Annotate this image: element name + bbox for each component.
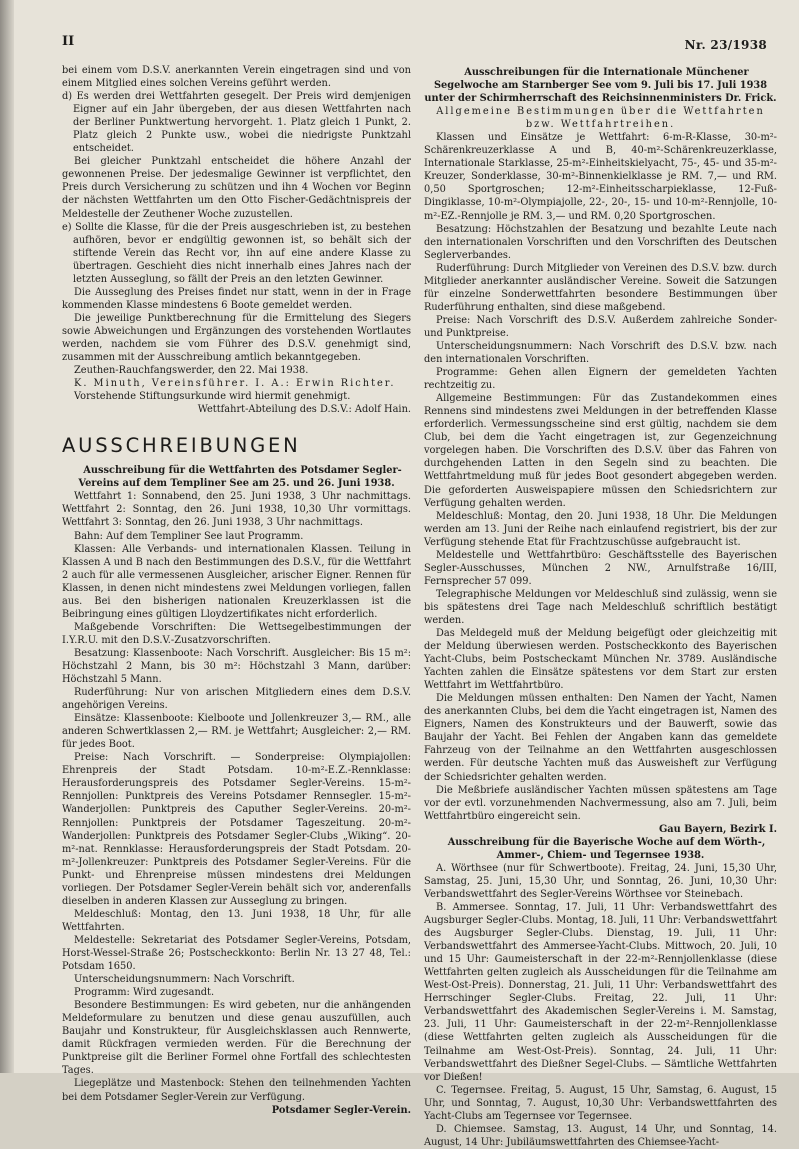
paragraph: Preise: Nach Vorschrift des D.S.V. Außerdem zahlreiche Sonder- und Punktpreise.	[424, 314, 777, 339]
article-title: Ausschreibung für die Wettfahrten des Potsdamer Segler-Vereins auf dem Templiner See am 25. und 26. Juni 1938.	[78, 465, 402, 490]
paragraph: Ruderführung: Nur von arischen Mitgliedern eines dem D.S.V. angehörigen Vereins.	[62, 687, 411, 712]
paragraph: Unterscheidungsnummern: Nach Vorschrift.	[74, 974, 295, 986]
article-title: Ausschreibung für die Bayerische Woche auf dem Wörth-, Ammer-, Chiem- und Tegernsee 1938.	[447, 836, 766, 861]
paragraph: Bahn: Auf dem Templiner See laut Programm.	[74, 530, 304, 542]
paragraph: Meldeschluß: Montag, den 13. Juni 1938, 18 Uhr, für alle Wettfahrten.	[62, 908, 411, 933]
paragraph: Besondere Bestimmungen: Es wird gebeten, nur die anhängenden Meldeformulare zu benutzen und diese genau auszufüllen, auch Baujahr und Konstrukteur, für Ausgleichsklassen auch Rennwerte, damit Rückfragen vermieden werden. Für die Berechnung der Punktpreise gilt die Berliner Formel ohne Fortfall des schlechtesten Tages.	[62, 1000, 411, 1077]
paragraph: Unterscheidungsnummern: Nach Vorschrift des D.S.V. bzw. nach den internationalen Vorschriften.	[424, 340, 777, 366]
paragraph: Liegeplätze und Mastenbock: Stehen den teilnehmenden Yachten bei dem Potsdamer Segler-Verein zur Verfügung.	[62, 1078, 411, 1103]
article-signature: Gau Bayern, Bezirk I.	[658, 823, 777, 835]
paragraph: Ruderführung: Durch Mitglieder von Vereinen des D.S.V. bzw. durch Mitglieder anerkannter ausländischer Vereine. Soweit die Satzungen für einzelne Sonderwettfahrten besondere Bestimmungen über Ruderführung enthalten, sind diese maßgebend.	[424, 262, 777, 313]
paragraph: C. Tegernsee. Freitag, 5. August, 15 Uhr, Samstag, 6. August, 15 Uhr, und Sonntag, 7. August, 10,30 Uhr: Verbandswettfahrten des Yacht-Clubs am Tegernsee vor Tegernsee.	[424, 1084, 777, 1122]
paragraph: Zeuthen-Rauchfangswerder, den 22. Mai 1938.	[74, 365, 309, 377]
paragraph: Telegraphische Meldungen vor Meldeschluß sind zulässig, wenn sie bis spätestens drei Tage nach Meldeschluß schriftlich bestätigt werden.	[424, 588, 777, 626]
approval-signature: Wettfahrt-Abteilung des D.S.V.: Adolf Hain.	[197, 404, 411, 416]
paragraph: Besatzung: Höchstzahlen der Besatzung und bezahlte Leute nach den internationalen Vorschriften und den Vorschriften des Deutschen Seglerverbandes.	[424, 223, 777, 261]
paragraph: Bei gleicher Punktzahl entscheidet die höhere Anzahl der gewonnenen Preise. Der jedesmalige Gewinner ist verpflichtet, den Preis durch Versicherung zu schützen und ihn 4 Wochen vor Beginn der nächsten Wettfahrten um den Otto Fischer-Gedächtnispreis der Meldestelle der Zeuthener Woche zuzustellen.	[62, 156, 411, 220]
paragraph: B. Ammersee. Sonntag, 17. Juli, 11 Uhr: Verbandswettfahrt des Augsburger Segler-Clubs. Montag, 18. Juli, 11 Uhr: Verbandswettfahrt des Augsburger Segler-Clubs. Dienstag, 19. Juli, 11 Uhr: Verbandswettfahrt des Ammersee-Yacht-Clubs. Mittwoch, 20. Juli, 10 und 15 Uhr: Gaumeisterschaft in der 22-m²-Rennjollenklasse (diese Wettfahrten gelten zugleich als Ausscheidungen für die Teilnahme am West-Ost-Preis). Donnerstag, 21. Juli, 11 Uhr: Verbandswettfahrt des Herrschinger Segler-Clubs. Freitag, 22. Juli, 11 Uhr: Verbandswettfahrt des Akademischen Segler-Vereins i. M. Samstag, 23. Juli, 11 Uhr: Gaumeisterschaft in der 22-m²-Rennjollenklasse (diese Wettfahrten gelten zugleich als Ausscheidungen für die Teilnahme am West-Ost-Preis). Sonntag, 24. Juli, 11 Uhr: Verbandswettfahrt des Dießner Segel-Clubs. — Sämtliche Wettfahrten vor Dießen!	[424, 902, 777, 1083]
paragraph: Meldestelle: Sekretariat des Potsdamer Segler-Vereins, Potsdam, Horst-Wessel-Straße 26; Postscheckkonto: Berlin Nr. 13 27 48, Tel.: Potsdam 1650.	[62, 934, 411, 973]
paragraph: A. Wörthsee (nur für Schwertboote). Freitag, 24. Juni, 15,30 Uhr, Samstag, 25. Juni, 15,30 Uhr, und Sonntag, 26. Juni, 10,30 Uhr: Verbandswettfahrt des Segler-Vereins Wörthsee vor Steinebach.	[424, 862, 777, 900]
approval-note: Vorstehende Stiftungsurkunde wird hiermit genehmigt.	[74, 391, 351, 403]
paragraph: Die jeweilige Punktberechnung für die Ermittelung des Siegers sowie Abweichungen und Ergänzungen des vorstehenden Wortlautes werden, nachdem sie vom Führer des D.S.V. genehmigt sind, zusammen mit der Ausschreibung amtlich bekanntgegeben.	[62, 312, 411, 364]
subheading: Allgemeine Bestimmungen über die Wettfahrten bzw. Wettfahrtreihen.	[436, 106, 765, 131]
paragraph: Die Ausseglung des Preises findet nur statt, wenn in der in Frage kommenden Klasse mindestens 6 Boote gemeldet werden.	[62, 286, 411, 311]
page-number: II	[62, 34, 75, 49]
signature: K. Minuth, Vereinsführer. I. A.: Erwin Richter.	[74, 378, 396, 390]
paragraph: Meldeschluß: Montag, den 20. Juni 1938, 18 Uhr. Die Meldungen werden am 13. Juni der Reihe nach einlaufend registriert, bis der zur Verfügung stehende Etat für Frachtzuschüsse aufgebraucht ist.	[424, 510, 777, 548]
paragraph: Meldestelle und Wettfahrtbüro: Geschäftsstelle des Bayerischen Segler-Ausschusses, München 2 NW., Arnulfstraße 16/III, Fernsprecher 57 099.	[424, 549, 777, 587]
paragraph: Die Meldungen müssen enthalten: Den Namen der Yacht, Namen des anerkannten Clubs, bei dem die Yacht eingetragen ist, Namen des Eigners, Namen des Konstrukteurs und der Bauwerft, sowie das Baujahr der Yacht. Bei Fehlen der Angaben kann das gemeldete Fahrzeug von der Teilnahme an den Wettfahrten ausgeschlossen werden. Für deutsche Yachten muß das Ausweisheft zur Verfügung der Schiedsrichter gehalten werden.	[424, 693, 777, 783]
paragraph: Die Meßbriefe ausländischer Yachten müssen spätestens am Tage vor der evtl. vorzunehmenden Nachvermessung, also am 7. Juli, beim Wettfahrtbüro eingereicht sein.	[424, 784, 777, 822]
paragraph: D. Chiemsee. Samstag, 13. August, 14 Uhr, und Sonntag, 14. August, 14 Uhr: Jubiläumswettfahrten des Chiemsee-Yacht-	[424, 1123, 777, 1148]
paragraph: Wettfahrt 1: Sonnabend, den 25. Juni 1938, 3 Uhr nachmittags. Wettfahrt 2: Sonntag, den 26. Juni 1938, 10,30 Uhr vormittags. Wettfahrt 3: Sonntag, den 26. Juni 1938, 3 Uhr nachmittags.	[62, 491, 411, 529]
paragraph: Klassen: Alle Verbands- und internationalen Klassen. Teilung in Klassen A und B nach den Bestimmungen des D.S.V., für die Wettfahrt 2 auch für alle vermessenen Ausgleicher, arischer Eigner. Rennen für Klassen, in denen nicht mindestens zwei Meldungen vorliegen, fallen aus. Bei den bisherigen nationalen Kreuzerklassen ist die Beibringung eines gültigen Lloydzertifikates nicht erforderlich.	[62, 543, 411, 620]
paragraph: Besatzung: Klassenboote: Nach Vorschrift. Ausgleicher: Bis 15 m²: Höchstzahl 2 Mann, bis 30 m²: Höchstzahl 3 Mann, darüber: Höchstzahl 5 Mann.	[62, 647, 411, 686]
paragraph: Das Meldegeld muß der Meldung beigefügt oder gleichzeitig mit der Meldung überwiesen werden. Postscheckkonto des Bayerischen Yacht-Clubs, beim Postscheckamt München Nr. 3789. Ausländische Yachten zahlen die Einsätze spätestens vor dem Start zur ersten Wettfahrt im Wettfahrtbüro.	[424, 628, 777, 692]
paragraph: Allgemeine Bestimmungen: Für das Zustandekommen eines Rennens sind mindestens zwei Meldungen in der betreffenden Klasse erforderlich. Vermessungsscheine sind erst gültig, nachdem sie dem Club, bei dem die Yacht eingetragen ist, zur Gegenzeichnung vorgelegen haben. Die Vorschriften des D.S.V. über das Fahren von durchgehenden Latten in den Segeln sind zu beachten. Die Wettfahrtmeldung muß für jedes Boot gesondert abgegeben werden. Die geforderten Ausweispapiere müssen den Schiedsrichtern zur Verfügung gehalten werden.	[424, 393, 777, 509]
left-column	[62, 64, 411, 1117]
paragraph: Programme: Gehen allen Eignern der gemeldeten Yachten rechtzeitig zu.	[424, 367, 777, 392]
right-column	[424, 66, 777, 1149]
paragraph: Preise: Nach Vorschrift. — Sonderpreise: Olympiajollen: Ehrenpreis der Stadt Potsdam. 10-m²-E.Z.-Rennklasse: Herausforderungspreis des Potsdamer Segler-Vereins. 15-m²-Rennjollen: Punktpreis des Vereins Potsdamer Rennsegler. 15-m²-Wanderjollen: Punktpreis des Caputher Segler-Vereins. 20-m²-Rennjollen: Punktpreis der Potsdamer Tageszeitung. 20-m²-Wanderjollen: Punktpreis des Potsdamer Segler-Clubs „Wiking“. 20-m²-nat. Rennklasse: Herausforderungspreis der Stadt Potsdam. 20-m²-Jollenkreuzer: Punktpreis des Potsdamer Segler-Vereins. Für die Punkt- und Ehrenpreise müssen mindestens drei Meldungen vorliegen. Der Potsdamer Segler-Verein behält sich vor, anderenfalls dieselben in anderen Klassen zur Ausseglung zu bringen.	[62, 752, 411, 907]
paragraph: Maßgebende Vorschriften: Die Wettsegelbestimmungen der I.Y.R.U. mit den D.S.V.-Zusatzvorschriften.	[62, 621, 411, 646]
paragraph: Klassen und Einsätze je Wettfahrt: 6-m-R-Klasse, 30-m²-Schärenkreuzerklasse A und B, 40-m²-Schärenkreuzerklasse, Internationale Starklasse, 25-m²-Einheitskielyacht, 75-, 45- und 35-m²-Kreuzer, Sonderklasse, 30-m²-Binnenkielklasse je RM. 7,— und RM. 0,50 Sportgroschen; 12-m²-Einheitsscharpieklasse, 12-Fuß-Dingiklasse, 10-m²-Olympiajolle, 22-, 20-, 15- und 10-m²-Rennjolle, 10-m²-EZ.-Rennjolle je RM. 3,— und RM. 0,20 Sportgroschen.	[424, 132, 777, 222]
paragraph: Einsätze: Klassenboote: Kielboote und Jollenkreuzer 3,— RM., alle anderen Schwertklassen 2,— RM. je Wettfahrt; Ausgleicher: 2,— RM. für jedes Boot.	[62, 713, 411, 751]
paragraph: d) Es werden drei Wettfahrten gesegelt. Der Preis wird demjenigen Eigner auf ein Jahr übergeben, der aus diesen Wettfahrten nach der Berliner Punktwertung hervorgeht. 1. Platz gleich 1 Punkt, 2. Platz gleich 2 Punkte usw., wobei die niedrigste Punktzahl entscheidet.	[62, 91, 411, 155]
issue-number: Nr. 23/1938	[684, 38, 767, 52]
article-title: Ausschreibungen für die Internationale Münchener Segelwoche am Starnberger See vom 9. Juli bis 17. Juli 1938 unter der Schirmherrschaft des Reichsinnenministers Dr. Frick.	[424, 67, 777, 105]
article-signature: Potsdamer Segler-Verein.	[271, 1104, 411, 1116]
paragraph: Programm: Wird zugesandt.	[74, 987, 215, 999]
paragraph: e) Sollte die Klasse, für die der Preis ausgeschrieben ist, zu bestehen aufhören, bevor er endgültig gewonnen ist, so behält sich der stiftende Verein das Recht vor, ihn auf eine andere Klasse zu übertragen. Geschieht dies nicht innerhalb eines Jahres nach der letzten Ausseglung, so fällt der Preis an den letzten Gewinner.	[62, 221, 411, 285]
section-heading: AUSSCHREIBUNGEN	[62, 434, 301, 458]
paragraph: bei einem vom D.S.V. anerkannten Verein eingetragen sind und von einem Mitglied eines solchen Vereins geführt werden.	[62, 65, 411, 90]
